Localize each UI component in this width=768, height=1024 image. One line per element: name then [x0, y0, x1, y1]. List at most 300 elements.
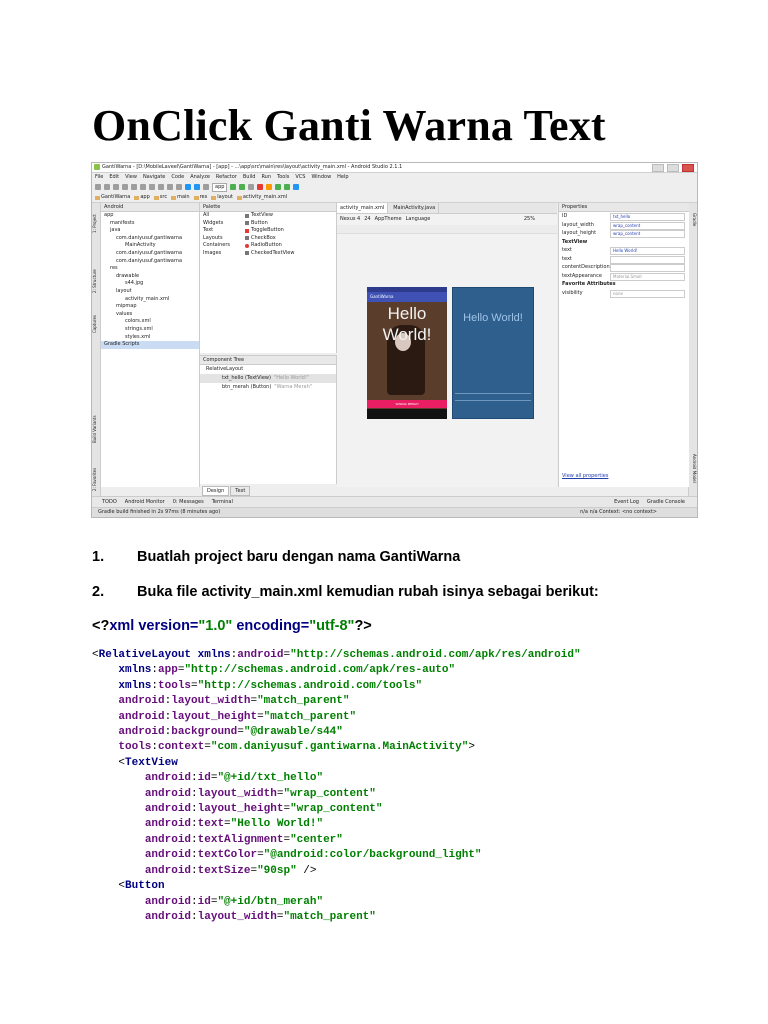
code-token: : — [230, 649, 238, 661]
tree-item[interactable]: manifests — [110, 219, 135, 226]
palette-item-label: CheckedTextView — [251, 249, 295, 256]
tree-item[interactable]: layout — [116, 287, 132, 294]
code-line — [92, 864, 581, 879]
palette-category[interactable]: All — [203, 212, 210, 218]
property-key: layout_height — [562, 230, 597, 236]
code-token: = — [257, 849, 264, 862]
tool-tab-todo[interactable]: TODO — [102, 499, 117, 505]
property-value[interactable] — [610, 256, 685, 264]
breadcrumb-item[interactable] — [95, 193, 130, 202]
preview-nav-bar — [367, 409, 447, 419]
menu-window[interactable]: Window — [311, 174, 332, 180]
open-icon[interactable] — [95, 184, 101, 190]
textview-icon — [245, 214, 249, 218]
palette-item-label: ToggleButton — [251, 227, 284, 233]
breadcrumb-label: GantiWarna — [101, 194, 131, 200]
paste-icon[interactable] — [158, 184, 164, 190]
step-1 — [92, 549, 460, 565]
code-token: : — [191, 803, 198, 816]
step-number: 2. — [92, 584, 105, 600]
tree-item[interactable]: strings.xml — [125, 325, 153, 332]
tool-tab-event-log[interactable]: Event Log — [614, 499, 639, 505]
code-token: "match_parent" — [257, 695, 350, 708]
code-token: text — [197, 818, 225, 831]
xml-decl-key: encoding= — [232, 618, 310, 634]
project-panel — [101, 203, 200, 487]
palette-item[interactable] — [242, 220, 294, 228]
code-line — [92, 663, 581, 678]
component-name: RelativeLayout — [206, 366, 244, 372]
code-token: = — [276, 910, 284, 923]
property-row[interactable] — [559, 212, 689, 221]
code-token: : — [191, 910, 198, 923]
sdk-manager-icon[interactable] — [284, 184, 290, 190]
component-tree-title: Component Tree — [200, 356, 336, 365]
breadcrumb-item[interactable] — [194, 193, 208, 202]
code-line — [92, 895, 581, 910]
project-tree — [101, 212, 199, 349]
property-value[interactable]: Hello World! — [610, 247, 685, 255]
tool-tab-android-model[interactable]: Android Model — [692, 453, 697, 483]
tool-tab-structure[interactable]: 2: Structure — [92, 269, 97, 293]
blueprint-line — [455, 400, 531, 401]
tree-item[interactable]: com.daniyusuf.gantiwarna — [116, 249, 183, 256]
code-token: android — [144, 895, 192, 908]
property-section-label: TextView — [562, 238, 588, 245]
project-view-select[interactable]: Android — [101, 203, 199, 212]
tool-tab-gradle[interactable]: Gradle — [692, 213, 697, 227]
code-line — [92, 740, 581, 755]
code-token: "http://schemas.android.com/apk/res-auto" — [184, 664, 456, 677]
property-key: contentDescription — [562, 264, 610, 270]
code-token: app — [158, 664, 178, 677]
undo-icon[interactable] — [122, 184, 128, 190]
code-token: : — [191, 849, 198, 862]
code-token: = — [250, 695, 258, 708]
sync-icon[interactable] — [113, 184, 119, 190]
palette-item[interactable] — [242, 242, 294, 250]
xml-decl-value: "utf-8" — [309, 618, 355, 634]
code-token: android — [144, 910, 192, 923]
menu-edit[interactable]: Edit — [109, 174, 120, 180]
breadcrumb-item[interactable] — [134, 193, 149, 202]
code-line — [92, 648, 581, 663]
code-token: = — [276, 787, 284, 800]
code-line — [92, 694, 581, 709]
tab-activity-main[interactable]: activity_main.xml — [337, 203, 388, 213]
code-token: : — [151, 741, 159, 754]
forward-icon[interactable] — [194, 184, 200, 190]
code-token: : — [191, 772, 198, 785]
menu-tools[interactable]: Tools — [277, 174, 290, 180]
step-text: Buka file activity_main.xml kemudian rubah isinya sebagai berikut: — [137, 584, 599, 600]
component-row[interactable] — [200, 365, 336, 374]
code-line — [92, 802, 581, 817]
layout-editor — [337, 203, 557, 487]
tree-item[interactable]: mipmap — [116, 303, 137, 310]
step-2 — [92, 584, 599, 600]
property-section-label: Favorite Attributes — [562, 281, 616, 287]
preview-button[interactable]: WARNA MERAH — [367, 400, 447, 408]
code-token: = — [257, 710, 264, 723]
theme-select[interactable]: AppTheme — [374, 216, 402, 222]
code-token — [92, 695, 118, 707]
tree-item[interactable]: colors.xml — [125, 318, 151, 325]
code-token: Button — [125, 880, 165, 893]
code-token: xmlns — [197, 649, 231, 661]
find-icon[interactable] — [167, 184, 173, 190]
code-token: = — [250, 864, 258, 877]
code-token: : — [151, 679, 159, 692]
code-token: = — [177, 664, 185, 677]
code-token: id — [197, 772, 211, 785]
code-token — [92, 788, 145, 800]
code-token: textSize — [197, 864, 251, 877]
code-token: tools — [118, 741, 152, 754]
component-row[interactable] — [200, 383, 336, 392]
folder-icon — [154, 196, 159, 200]
tree-item[interactable]: com.daniyusuf.gantiwarna — [116, 257, 183, 264]
palette-item[interactable] — [242, 212, 294, 220]
code-token: "wrap_content" — [283, 787, 376, 800]
tool-tab-terminal[interactable]: Terminal — [211, 499, 233, 505]
property-key: textAppearance — [562, 272, 602, 279]
code-line — [92, 725, 581, 740]
editor-toolbar — [337, 214, 557, 224]
debug-icon[interactable] — [239, 184, 245, 190]
property-row[interactable] — [559, 263, 689, 272]
palette-title: Palette — [200, 203, 336, 212]
stop-icon[interactable] — [257, 184, 263, 190]
menu-file[interactable]: File — [95, 174, 104, 180]
code-line — [92, 910, 581, 925]
status-context: n/a n/a Context: <no context> — [580, 509, 657, 515]
tree-item[interactable]: MainActivity — [125, 242, 156, 249]
breadcrumb-label: app — [140, 194, 150, 200]
tool-window-bar — [92, 496, 697, 507]
code-line — [92, 756, 581, 771]
cut-icon[interactable] — [140, 184, 146, 190]
code-token: android — [144, 803, 192, 816]
tab-text[interactable]: Text — [230, 486, 250, 496]
code-token — [92, 896, 145, 908]
minimize-icon[interactable] — [652, 164, 664, 172]
palette-item[interactable] — [242, 235, 294, 243]
close-icon[interactable] — [682, 164, 694, 172]
tool-tab-gradle-console[interactable]: Gradle Console — [646, 499, 685, 505]
tab-design[interactable]: Design — [202, 486, 229, 496]
code-line — [92, 833, 581, 848]
code-token: android — [118, 695, 165, 708]
preview-app-bar: GantiWarna — [367, 292, 447, 302]
status-bar — [92, 507, 697, 517]
file-icon — [237, 196, 242, 200]
menu-help[interactable]: Help — [337, 174, 349, 180]
properties-panel — [558, 203, 689, 487]
menu-vcs[interactable]: VCS — [295, 174, 306, 180]
folder-icon — [211, 196, 216, 200]
code-token — [92, 865, 145, 877]
design-preview[interactable] — [367, 287, 447, 419]
blueprint-line — [455, 393, 531, 394]
code-token: "com.daniyusuf.gantiwarna.MainActivity" — [210, 741, 469, 754]
ruler — [337, 225, 557, 234]
code-token: = — [204, 741, 211, 754]
property-value[interactable]: Material.Small — [610, 273, 685, 281]
code-line — [92, 848, 581, 863]
code-token: android — [144, 818, 192, 831]
code-token — [92, 711, 118, 723]
palette-category[interactable]: Widgets — [203, 219, 224, 226]
property-value[interactable]: txt_hello — [610, 213, 685, 221]
code-token: "http://schemas.android.com/apk/res/android" — [290, 649, 581, 661]
property-section — [559, 238, 689, 247]
view-all-properties-link[interactable]: View all properties — [562, 473, 609, 479]
code-token: : — [164, 695, 172, 708]
code-token: : — [151, 664, 159, 677]
palette-category[interactable]: Text — [203, 227, 214, 233]
menu-analyze[interactable]: Analyze — [190, 174, 210, 180]
code-line — [92, 817, 581, 832]
palette-item[interactable] — [242, 250, 294, 258]
window-titlebar — [92, 163, 697, 173]
blueprint-preview[interactable] — [452, 287, 534, 419]
tool-tab-messages[interactable]: 0: Messages — [172, 499, 204, 505]
preview-hello-text[interactable]: Hello World! — [382, 304, 432, 344]
code-token — [92, 834, 145, 846]
breadcrumb-label: main — [177, 194, 190, 200]
component-row[interactable] — [200, 374, 336, 383]
breadcrumb-item[interactable] — [171, 193, 190, 202]
maximize-icon[interactable] — [667, 164, 679, 172]
tree-item[interactable]: app — [104, 212, 114, 218]
code-line — [92, 879, 581, 894]
code-token — [92, 726, 118, 738]
xml-decl-key: xml version= — [109, 618, 199, 634]
window-controls — [652, 164, 694, 172]
design-text-tabs — [202, 486, 250, 496]
palette-category[interactable]: Layouts — [203, 234, 223, 241]
checkbox-icon — [245, 236, 249, 240]
property-row[interactable] — [559, 255, 689, 264]
back-icon[interactable] — [185, 184, 191, 190]
code-token — [92, 803, 145, 815]
code-token: : — [191, 818, 198, 831]
save-icon[interactable] — [104, 184, 110, 190]
tree-item[interactable]: styles.xml — [125, 333, 151, 340]
menu-refactor[interactable]: Refactor — [215, 174, 237, 180]
code-line — [92, 710, 581, 725]
code-token: layout_width — [197, 787, 277, 800]
run-config-select[interactable]: app — [212, 183, 227, 192]
code-token: < — [92, 756, 126, 769]
tree-item[interactable]: com.daniyusuf.gantiwarna — [116, 234, 183, 241]
palette-item[interactable] — [242, 227, 294, 235]
code-token — [92, 911, 145, 923]
code-token: : — [191, 895, 198, 908]
menu-view[interactable]: View — [125, 174, 137, 180]
property-key: visibility — [562, 289, 583, 296]
code-token: "match_parent" — [263, 710, 357, 723]
property-key: ID — [562, 213, 568, 219]
gradle-sync-icon[interactable] — [266, 184, 272, 190]
property-value[interactable] — [610, 264, 685, 272]
code-token: > — [468, 741, 475, 754]
code-token: : — [164, 726, 172, 739]
breadcrumb-item[interactable] — [154, 193, 167, 202]
property-key: text — [562, 247, 572, 253]
tree-item[interactable]: activity_main.xml — [125, 295, 170, 302]
android-studio-icon — [94, 164, 100, 170]
code-token: = — [283, 803, 291, 816]
tree-item[interactable]: java — [110, 227, 121, 234]
component-note: "Warna Merah" — [274, 384, 313, 390]
avd-manager-icon[interactable] — [275, 184, 281, 190]
code-token — [92, 849, 145, 861]
menu-run[interactable]: Run — [261, 174, 272, 180]
left-tool-strip — [92, 203, 101, 503]
button-icon — [245, 221, 249, 225]
android-studio-screenshot — [91, 162, 698, 518]
breadcrumb — [92, 193, 697, 203]
tree-item[interactable]: drawable — [116, 272, 140, 279]
code-token: id — [197, 895, 211, 908]
palette-category[interactable]: Images — [203, 249, 222, 256]
tree-item[interactable]: Gradle Scripts — [101, 341, 199, 349]
xml-code-block — [92, 648, 581, 925]
property-value[interactable]: none — [610, 290, 685, 298]
property-row[interactable] — [559, 289, 689, 298]
run-icon[interactable] — [230, 184, 236, 190]
breadcrumb-item[interactable] — [211, 193, 233, 202]
code-line — [92, 679, 581, 694]
copy-icon[interactable] — [149, 184, 155, 190]
xml-decl-value: "1.0" — [198, 618, 233, 634]
code-token: context — [158, 741, 205, 754]
component-name: txt_hello (TextView) — [222, 375, 271, 381]
tool-tab-favorites[interactable]: 2: Favorites — [92, 467, 97, 491]
palette-item-label: Button — [251, 219, 268, 226]
code-token: "@+id/txt_hello" — [217, 772, 324, 785]
tree-item[interactable]: res — [110, 265, 118, 272]
code-token: = — [224, 818, 231, 831]
zoom-level[interactable]: 25% — [523, 216, 535, 222]
code-token: background — [171, 726, 238, 739]
code-token: "match_parent" — [283, 910, 376, 923]
code-token: "http://schemas.android.com/tools" — [197, 679, 423, 692]
property-row[interactable] — [559, 221, 689, 230]
help-icon[interactable] — [293, 184, 299, 190]
code-token: xmlns — [118, 664, 152, 677]
code-token: = — [237, 726, 244, 739]
palette-item-label: RadioButton — [251, 242, 282, 248]
code-token: = — [191, 679, 198, 692]
property-section — [559, 280, 689, 289]
code-token — [92, 741, 118, 753]
code-token: android — [118, 726, 165, 739]
code-line — [92, 787, 581, 802]
breadcrumb-label: src — [159, 194, 168, 200]
attach-icon[interactable] — [248, 184, 254, 190]
code-token: android — [144, 849, 192, 862]
blueprint-hello-text[interactable]: Hello World! — [463, 312, 523, 324]
code-token: android — [118, 710, 165, 723]
property-row[interactable] — [559, 246, 689, 255]
breadcrumb-label: res — [199, 194, 208, 200]
tool-tab-captures[interactable]: Captures — [92, 315, 97, 333]
breadcrumb-label: activity_main.xml — [242, 194, 288, 200]
tool-tab-project[interactable]: 1: Project — [92, 214, 97, 234]
code-token: : — [191, 787, 198, 800]
code-token: "@drawable/s44" — [243, 726, 343, 739]
code-token: android — [144, 787, 192, 800]
api-select[interactable]: 24 — [364, 216, 371, 222]
code-token: /> — [296, 864, 317, 877]
tree-item[interactable]: values — [116, 310, 133, 317]
palette-item-label: CheckBox — [251, 234, 276, 241]
togglebutton-icon — [245, 229, 249, 233]
radiobutton-icon — [245, 244, 249, 248]
xml-decl-close: ?> — [354, 618, 372, 634]
code-token: "wrap_content" — [290, 803, 383, 816]
language-select[interactable]: Language — [405, 216, 431, 222]
menu-code[interactable]: Code — [171, 174, 185, 180]
tree-item[interactable]: s44.jpg — [125, 280, 144, 287]
code-token: = — [210, 895, 218, 908]
code-token: = — [283, 833, 291, 846]
window-title: GantiWarna - [D:\MobileLaveel\GantiWarna] - [app] - ...\app\src\main\res\layout\activity_main.xml - Android Studio 2.1.1 — [102, 164, 403, 170]
menu-bar — [92, 173, 697, 181]
palette-panel — [200, 203, 337, 353]
code-token: "@android:color/background_light" — [263, 849, 482, 862]
tab-main-activity[interactable]: MainActivity.java — [390, 203, 439, 213]
checkedtextview-icon — [245, 251, 249, 255]
palette-categories — [200, 212, 242, 257]
xml-declaration — [92, 618, 372, 634]
code-token: textColor — [197, 849, 258, 862]
menu-navigate[interactable]: Navigate — [142, 174, 166, 180]
redo-icon[interactable] — [131, 184, 137, 190]
device-select[interactable]: Nexus 4 — [340, 216, 361, 222]
replace-icon[interactable] — [176, 184, 182, 190]
code-token: layout_height — [171, 710, 258, 723]
property-key: text — [562, 255, 572, 262]
step-text: Buatlah project baru dengan nama GantiWarna — [137, 549, 461, 565]
property-row[interactable] — [559, 229, 689, 238]
tool-tab-android-monitor[interactable]: Android Monitor — [124, 499, 165, 505]
menu-build[interactable]: Build — [242, 174, 256, 180]
right-tool-strip — [688, 203, 697, 503]
folder-icon — [95, 196, 100, 200]
code-token — [92, 772, 145, 784]
component-tree-panel — [200, 355, 337, 484]
property-value[interactable]: wrap_content — [610, 222, 685, 230]
code-token: = — [210, 772, 218, 785]
code-token: textAlignment — [197, 833, 284, 846]
code-token: : — [191, 833, 198, 846]
palette-category[interactable]: Containers — [203, 242, 231, 248]
code-token: TextView — [125, 756, 178, 769]
folder-icon — [194, 196, 199, 200]
make-icon[interactable] — [203, 184, 209, 190]
code-token: < — [92, 880, 126, 893]
code-token: : — [164, 710, 172, 723]
tool-tab-build-variants[interactable]: Build Variants — [92, 415, 97, 443]
code-token: = — [283, 649, 291, 661]
property-value[interactable]: wrap_content — [610, 230, 685, 238]
breadcrumb-item[interactable] — [237, 193, 287, 202]
property-row[interactable] — [559, 272, 689, 281]
